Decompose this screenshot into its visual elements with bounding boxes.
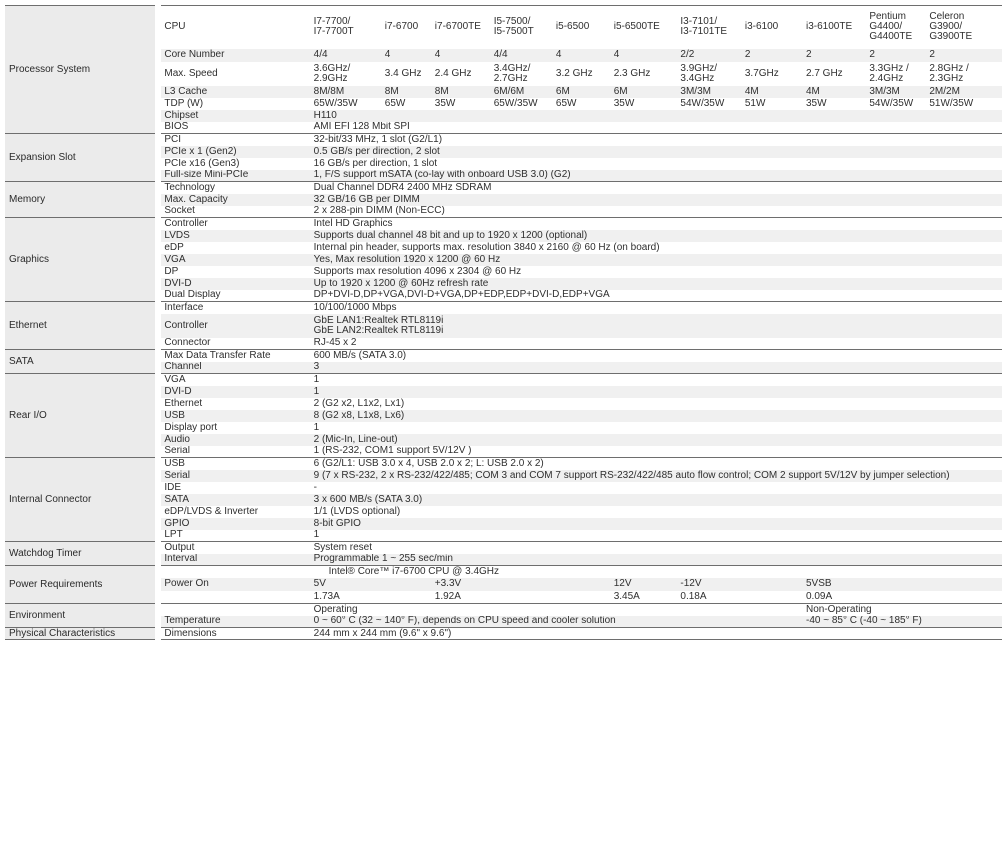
tdp-cell: 65W/35W bbox=[493, 97, 538, 109]
cpu-cell-line: Celeron bbox=[929, 11, 965, 23]
cpu-cell-line: G4400TE bbox=[869, 31, 913, 43]
l3-cell: 8M bbox=[382, 86, 432, 98]
env-row-headers bbox=[5, 604, 1002, 616]
speed-cell-line: 2.7 GHz bbox=[805, 67, 843, 79]
row-sata-max-data-transfer-rate bbox=[5, 350, 1002, 362]
cpu-cell-line: G4400/ bbox=[869, 21, 903, 33]
spec-value: 1 bbox=[313, 421, 320, 433]
l3-cell: 3M/3M bbox=[866, 86, 926, 98]
speed-cell bbox=[611, 62, 678, 86]
spec-label: Connector bbox=[158, 338, 310, 350]
cpu-cell-line: i7-6700TE bbox=[434, 21, 481, 33]
spec-label: USB bbox=[158, 458, 310, 470]
spec-value: Up to 1920 x 1200 @ 60Hz refresh rate bbox=[311, 278, 1002, 290]
spec-table bbox=[5, 5, 1002, 640]
spec-label: VGA bbox=[158, 254, 310, 266]
spec-label: PCIe x 1 (Gen2) bbox=[158, 146, 310, 158]
power-cpu-note: Intel® Core™ i7-6700 CPU @ 3.4GHz bbox=[311, 566, 1002, 578]
tdp-cell: 51W bbox=[744, 97, 766, 109]
category-internal-connector: Internal Connector bbox=[5, 458, 158, 542]
label-cpu: CPU bbox=[158, 6, 310, 49]
tdp-cell: 54W/35W bbox=[680, 97, 725, 109]
tdp-cell: 51W/35W bbox=[929, 97, 974, 109]
tdp-cell: 65W/35W bbox=[313, 97, 358, 109]
speed-cell-line: 3.4GHz/ bbox=[493, 62, 531, 74]
speed-cell bbox=[742, 62, 803, 86]
env-non-operating: Non-Operating bbox=[803, 604, 1002, 616]
category-rear-i-o: Rear I/O bbox=[5, 374, 158, 458]
row-expansion-slot-pci bbox=[5, 134, 1002, 146]
power-current: 1.73A bbox=[311, 591, 432, 604]
spec-label: Technology bbox=[158, 182, 310, 194]
cpu-cell bbox=[382, 6, 432, 49]
speed-cell bbox=[926, 62, 1002, 86]
power-rail: 12V bbox=[611, 578, 678, 591]
label-l3: L3 Cache bbox=[158, 86, 310, 98]
cpu-cell bbox=[311, 6, 382, 49]
speed-cell-line: 3.2 GHz bbox=[555, 67, 593, 79]
spec-value: Intel HD Graphics bbox=[311, 218, 1002, 230]
cpu-cell bbox=[926, 6, 1002, 49]
spec-label: USB bbox=[158, 410, 310, 422]
l3-cell: 6M/6M bbox=[491, 86, 553, 98]
speed-cell bbox=[803, 62, 866, 86]
spec-value: 6 (G2/L1: USB 3.0 x 4, USB 2.0 x 2; L: USB 2.0 x 2) bbox=[311, 458, 1002, 470]
spec-value: RJ-45 x 2 bbox=[311, 338, 1002, 350]
l3-cell: 2M/2M bbox=[926, 86, 1002, 98]
core-cell: 4/4 bbox=[311, 49, 382, 62]
category-memory: Memory bbox=[5, 182, 158, 218]
row-ethernet-interface bbox=[5, 302, 1002, 314]
env-empty bbox=[158, 604, 310, 616]
cpu-cell-line: i5-6500 bbox=[555, 21, 590, 33]
l3-cell: 6M bbox=[553, 86, 611, 98]
core-cell: 2/2 bbox=[677, 49, 741, 62]
spec-value: System reset bbox=[311, 542, 1002, 554]
spec-value: 1 (RS-232, COM1 support 5V/12V ) bbox=[311, 446, 1002, 458]
tdp-cell: 35W bbox=[805, 97, 827, 109]
cpu-cell bbox=[553, 6, 611, 49]
spec-value: Programmable 1 ~ 255 sec/min bbox=[311, 554, 1002, 566]
cpu-cell bbox=[742, 6, 803, 49]
l3-cell: 6M bbox=[611, 86, 678, 98]
cpu-cell-line: G3900TE bbox=[929, 31, 973, 43]
spec-label: PCIe x16 (Gen3) bbox=[164, 157, 240, 169]
spec-label: VGA bbox=[158, 374, 310, 386]
spec-label: DVI-D bbox=[158, 278, 310, 290]
category-watchdog-timer: Watchdog Timer bbox=[5, 542, 158, 566]
spec-label: Channel bbox=[158, 362, 310, 374]
speed-cell-line: 2.8GHz / bbox=[929, 62, 969, 74]
power-current: 0.09A bbox=[803, 591, 1002, 604]
cpu-cell bbox=[866, 6, 926, 49]
spec-label: Serial bbox=[158, 470, 310, 482]
label-speed: Max. Speed bbox=[164, 67, 218, 79]
core-cell: 2 bbox=[803, 49, 866, 62]
l3-cell: 4M bbox=[742, 86, 803, 98]
spec-label: GPIO bbox=[158, 518, 310, 530]
cpu-cell-line: i3-6100TE bbox=[805, 21, 853, 33]
power-on-label: Power On bbox=[158, 578, 310, 591]
spec-value: 32 GB/16 GB per DIMM bbox=[311, 194, 1002, 206]
speed-cell-line: 3.4GHz bbox=[680, 72, 715, 84]
power-rail: 5V bbox=[311, 578, 432, 591]
value-bios: AMI EFI 128 Mbit SPI bbox=[311, 122, 1002, 134]
spec-value: DP+DVI-D,DP+VGA,DVI-D+VGA,DP+EDP,EDP+DVI-D,EDP+VGA bbox=[311, 290, 1002, 302]
spec-value: Dual Channel DDR4 2400 MHz SDRAM bbox=[311, 182, 1002, 194]
power-rail: -12V bbox=[677, 578, 803, 591]
spec-value: 32-bit/33 MHz, 1 slot (G2/L1) bbox=[311, 134, 1002, 146]
cpu-cell-line: i5-6500TE bbox=[613, 21, 660, 33]
spec-label: IDE bbox=[164, 481, 182, 493]
speed-cell-line: 2.4GHz bbox=[869, 72, 904, 84]
spec-value: 3 x 600 MB/s (SATA 3.0) bbox=[311, 494, 1002, 506]
spec-label: Output bbox=[158, 542, 310, 554]
spec-label: LVDS bbox=[158, 230, 310, 242]
tdp-cell: 35W bbox=[434, 97, 456, 109]
row-watchdog-timer-output bbox=[5, 542, 1002, 554]
l3-cell: 4M bbox=[803, 86, 866, 98]
spec-value: Supports max resolution 4096 x 2304 @ 60 Hz bbox=[313, 265, 522, 277]
processor-row-cpu bbox=[5, 6, 1002, 49]
power-current: 1.92A bbox=[432, 591, 611, 604]
spec-value: 8-bit GPIO bbox=[311, 518, 1002, 530]
power-empty bbox=[158, 591, 310, 604]
cpu-cell-line: i3-6100 bbox=[744, 21, 779, 33]
env-operating: Operating bbox=[311, 604, 803, 616]
cpu-cell-line: I5-7500/ bbox=[493, 16, 531, 28]
cpu-cell-line: I3-7101TE bbox=[680, 26, 728, 38]
label-chipset: Chipset bbox=[158, 110, 310, 122]
speed-cell bbox=[677, 62, 741, 86]
l3-cell: 8M bbox=[432, 86, 491, 98]
speed-cell-line: 2.3GHz bbox=[929, 72, 964, 84]
cpu-cell bbox=[677, 6, 741, 49]
spec-label: LPT bbox=[158, 530, 310, 542]
cpu-cell-line: i7-6700 bbox=[384, 21, 419, 33]
label-tdp: TDP (W) bbox=[164, 97, 204, 109]
spec-label: eDP/LVDS & Inverter bbox=[164, 505, 259, 517]
spec-label: SATA bbox=[158, 494, 310, 506]
spec-label: Socket bbox=[158, 206, 310, 218]
tdp-cell: 65W bbox=[384, 97, 406, 109]
spec-label: Controller bbox=[158, 314, 310, 338]
core-cell: 2 bbox=[866, 49, 926, 62]
spec-label: Ethernet bbox=[164, 397, 203, 409]
category-environment: Environment bbox=[5, 604, 158, 628]
env-temperature-label: Temperature bbox=[158, 616, 310, 628]
category-sata: SATA bbox=[5, 350, 158, 374]
cpu-cell bbox=[611, 6, 678, 49]
core-cell: 2 bbox=[926, 49, 1002, 62]
spec-value-line: GbE LAN2:Realtek RTL8119i bbox=[313, 324, 444, 336]
spec-label: eDP bbox=[164, 241, 184, 253]
speed-cell bbox=[866, 62, 926, 86]
spec-label: Display port bbox=[164, 421, 218, 433]
category-physical-characteristics: Physical Characteristics bbox=[5, 628, 158, 640]
value-chipset: H110 bbox=[311, 110, 1002, 122]
spec-label: Max. Capacity bbox=[158, 194, 310, 206]
spec-label: DVI-D bbox=[158, 386, 310, 398]
spec-value: 1/1 (LVDS optional) bbox=[313, 505, 401, 517]
row-graphics-controller bbox=[5, 218, 1002, 230]
spec-value: 1 bbox=[311, 530, 1002, 542]
label-core: Core Number bbox=[158, 49, 310, 62]
core-cell: 4 bbox=[432, 49, 491, 62]
spec-label: Max Data Transfer Rate bbox=[158, 350, 310, 362]
category-power-requirements: Power Requirements bbox=[5, 566, 158, 604]
spec-value: 1 bbox=[311, 374, 1002, 386]
l3-cell: 8M/8M bbox=[311, 86, 382, 98]
spec-label: Serial bbox=[158, 446, 310, 458]
spec-value: Internal pin header, supports max. resolution 3840 x 2160 @ 60 Hz (on board) bbox=[313, 241, 660, 253]
core-cell: 4 bbox=[382, 49, 432, 62]
core-cell: 4 bbox=[611, 49, 678, 62]
cpu-cell-line: I5-7500T bbox=[493, 26, 534, 38]
l3-cell: 3M/3M bbox=[677, 86, 741, 98]
spec-value: 2 x 288-pin DIMM (Non-ECC) bbox=[311, 206, 1002, 218]
tdp-cell: 35W bbox=[613, 97, 635, 109]
cpu-cell-line: I7-7700/ bbox=[313, 16, 351, 28]
spec-value: 600 MB/s (SATA 3.0) bbox=[311, 350, 1002, 362]
cpu-cell-line: Pentium bbox=[869, 11, 907, 23]
core-cell: 2 bbox=[742, 49, 803, 62]
power-empty bbox=[158, 566, 310, 578]
power-current: 3.45A bbox=[611, 591, 678, 604]
physical-dimensions-label: Dimensions bbox=[158, 628, 310, 640]
cpu-cell-line: I7-7700T bbox=[313, 26, 354, 38]
core-cell: 4 bbox=[553, 49, 611, 62]
spec-value: 8 (G2 x8, L1x8, Lx6) bbox=[311, 410, 1002, 422]
spec-value: - bbox=[313, 481, 317, 493]
spec-value: 16 GB/s per direction, 1 slot bbox=[313, 157, 438, 169]
speed-cell-line: 3.3GHz / bbox=[869, 62, 909, 74]
speed-cell-line: 3.9GHz/ bbox=[680, 62, 718, 74]
env-operating-value: 0 ~ 60° C (32 ~ 140° F), depends on CPU speed and cooler solution bbox=[311, 616, 803, 628]
category-ethernet: Ethernet bbox=[5, 302, 158, 350]
spec-label: Full-size Mini-PCIe bbox=[158, 170, 310, 182]
physical-dimensions-value: 244 mm x 244 mm (9.6" x 9.6") bbox=[311, 628, 1002, 640]
core-cell: 4/4 bbox=[491, 49, 553, 62]
cpu-cell bbox=[803, 6, 866, 49]
spec-value: 9 (7 x RS-232, 2 x RS-232/422/485; COM 3 and COM 7 support RS-232/422/485 auto flow control; COM 2 support 5V/12V by jumper selection) bbox=[311, 470, 1002, 482]
spec-label: Controller bbox=[158, 218, 310, 230]
spec-value: 2 (Mic-In, Line-out) bbox=[311, 434, 1002, 446]
category-graphics: Graphics bbox=[5, 218, 158, 302]
power-current: 0.18A bbox=[677, 591, 803, 604]
spec-value: 1 bbox=[311, 386, 1002, 398]
speed-cell-line: 3.4 GHz bbox=[384, 67, 422, 79]
spec-label: Interface bbox=[158, 302, 310, 314]
speed-cell-line: 3.7GHz bbox=[744, 67, 779, 79]
power-rail: +3.3V bbox=[432, 578, 611, 591]
speed-cell bbox=[553, 62, 611, 86]
speed-cell-line: 3.6GHz/ bbox=[313, 62, 351, 74]
cpu-cell bbox=[432, 6, 491, 49]
label-bios: BIOS bbox=[158, 122, 310, 134]
row-internal-connector-usb bbox=[5, 458, 1002, 470]
spec-label: Interval bbox=[158, 554, 310, 566]
spec-label: DP bbox=[164, 265, 179, 277]
spec-value: Supports dual channel 48 bit and up to 1920 x 1200 (optional) bbox=[311, 230, 1002, 242]
spec-value: 0.5 GB/s per direction, 2 slot bbox=[311, 146, 1002, 158]
spec-value: 1, F/S support mSATA (co-lay with onboard USB 3.0) (G2) bbox=[311, 170, 1002, 182]
speed-cell bbox=[432, 62, 491, 86]
spec-value: 3 bbox=[311, 362, 1002, 374]
power-rail: 5VSB bbox=[803, 578, 1002, 591]
speed-cell-line: 2.7GHz bbox=[493, 72, 528, 84]
row-rear-i-o-vga bbox=[5, 374, 1002, 386]
speed-cell-line: 2.4 GHz bbox=[434, 67, 472, 79]
cpu-cell-line: G3900/ bbox=[929, 21, 963, 33]
physical-row-dimensions bbox=[5, 628, 1002, 640]
category-processor-system: Processor System bbox=[5, 6, 158, 134]
spec-value: Yes, Max resolution 1920 x 1200 @ 60 Hz bbox=[311, 254, 1002, 266]
cpu-cell-line: I3-7101/ bbox=[680, 16, 718, 28]
cpu-cell bbox=[491, 6, 553, 49]
spec-value-line: GbE LAN1:Realtek RTL8119i bbox=[313, 314, 444, 326]
power-row-cpu-note bbox=[5, 566, 1002, 578]
speed-cell bbox=[491, 62, 553, 86]
spec-value bbox=[311, 314, 1002, 338]
speed-cell-line: 2.3 GHz bbox=[613, 67, 651, 79]
speed-cell bbox=[311, 62, 382, 86]
spec-value: 2 (G2 x2, L1x2, Lx1) bbox=[313, 397, 405, 409]
spec-value: 10/100/1000 Mbps bbox=[311, 302, 1002, 314]
spec-label: Audio bbox=[158, 434, 310, 446]
spec-label: Dual Display bbox=[158, 290, 310, 302]
tdp-cell: 54W/35W bbox=[869, 97, 914, 109]
row-memory-technology bbox=[5, 182, 1002, 194]
env-non-operating-value: -40 ~ 85° C (-40 ~ 185° F) bbox=[803, 616, 1002, 628]
speed-cell bbox=[382, 62, 432, 86]
category-expansion-slot: Expansion Slot bbox=[5, 134, 158, 182]
tdp-cell: 65W bbox=[555, 97, 577, 109]
speed-cell-line: 2.9GHz bbox=[313, 72, 348, 84]
spec-label: PCI bbox=[158, 134, 310, 146]
